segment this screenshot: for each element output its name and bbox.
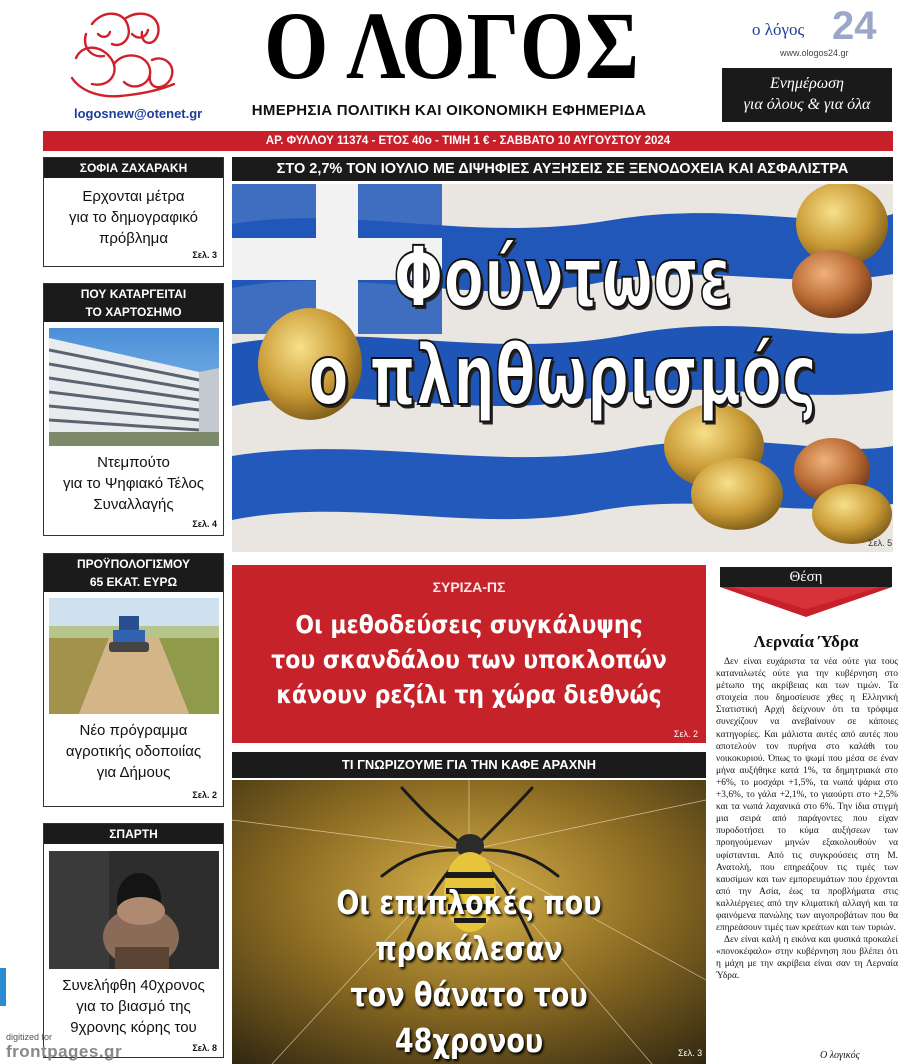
spider-title-line: τον θάνατο του 48χρονου: [350, 975, 588, 1060]
side-story-line: πρόβλημα: [98, 230, 168, 247]
side-story-line: αγροτικής οδοποιίας: [65, 743, 202, 760]
side-head-line: ΤΟ ΧΑΡΤΟΣΗΜΟ: [85, 305, 182, 319]
opinion-section-label: Θέση: [720, 567, 892, 587]
brand-name: ο λόγος: [752, 20, 805, 39]
red-story-kicker: ΣΥΡΙΖΑ-ΠΣ: [432, 579, 506, 595]
red-title-line: κάνουν ρεζίλι τη χώρα διεθνώς: [276, 680, 662, 709]
opinion-triangle-decoration: [720, 587, 892, 617]
side-story-line: για Δήμους: [96, 764, 171, 781]
frontpages-watermark[interactable]: frontpages.gr: [6, 1042, 123, 1061]
side-story-head: ΣΟΦΙΑ ΖΑΧΑΡΑΚΗ: [44, 158, 223, 178]
red-story-title: [260, 607, 677, 712]
side-story-text: [44, 975, 223, 1038]
side-story-digital-fee[interactable]: [43, 283, 224, 536]
newspaper-title: Ο ΛΟΓΟΣ: [264, 0, 640, 99]
opinion-signature: Ο λογικός: [820, 1050, 860, 1061]
distressed-child-photo: [49, 851, 219, 969]
lead-kicker[interactable]: ΣΤΟ 2,7% ΤΟΝ ΙΟΥΛΙΟ ΜΕ ΔΙΨΗΦΙΕΣ ΑΥΞΗΣΕΙΣ ΣΕ ΞΕΝΟΔΟΧΕΙΑ ΚΑΙ ΑΣΦΑΛΙΣΤΡΑ: [232, 157, 893, 181]
side-story-line: Ερχονται μέτρα: [82, 188, 185, 205]
side-story-head: ΣΠΑΡΤΗ: [44, 824, 223, 844]
issue-info-bar: [43, 131, 893, 151]
side-story-line: για το Ψηφιακό Τέλος: [62, 475, 205, 492]
lead-page-ref: Σελ. 5: [868, 538, 893, 548]
logo-drawing-icon: [62, 4, 184, 102]
lead-title-line2: ο πληθωρισμός: [308, 326, 817, 424]
tagline-line2: για όλους & για όλα: [743, 96, 871, 113]
red-title-line: Οι μεθοδεύσεις συγκάλυψης: [295, 610, 643, 639]
page-ref: Σελ. 4: [192, 519, 217, 529]
red-title-line: του σκανδάλου των υποκλοπών: [271, 645, 667, 674]
syriza-story[interactable]: [232, 565, 706, 743]
page-ref: Σελ. 3: [192, 250, 217, 260]
edge-marker: [0, 968, 6, 1006]
spider-title-line: Οι επιπλοκές που προκάλεσαν: [336, 883, 602, 968]
side-story-line: για το βιασμό της: [76, 998, 191, 1015]
lead-title[interactable]: [305, 228, 821, 424]
spider-story-head[interactable]: ΤΙ ΓΝΩΡΙΖΟΥΜΕ ΓΙΑ ΤΗΝ ΚΑΦΕ ΑΡΑΧΝΗ: [232, 752, 706, 778]
side-story-text: [44, 452, 223, 515]
side-story-demographic[interactable]: [43, 157, 224, 267]
road-roller-photo: [49, 598, 219, 714]
side-story-head: [44, 554, 223, 592]
spider-story-page-ref: Σελ. 3: [678, 1048, 703, 1058]
issue-info: ΑΡ. ΦΥΛΛΟΥ 11374 - ΕΤΟΣ 40ο - ΤΙΜΗ 1 € - ΣΑΒΒΑΤΟ 10 ΑΥΓΟΥΣΤΟΥ 2024: [265, 135, 671, 147]
side-story-line: Νέο πρόγραμμα: [79, 722, 188, 739]
side-story-roads[interactable]: [43, 553, 224, 807]
opinion-title[interactable]: Λερναία Ύδρα: [753, 632, 859, 651]
opinion-paragraph: Δεν είναι ευχάριστα τα νέα ούτε για τους καταναλωτές ούτε για την κυβέρνηση στο μέτωπο της ακρίβειας και των τιμών. Τα στοιχεία που δημοσίευσε χθες η Ελληνική Στατιστική Αρχή δείχνουν ότι τα τρόφιμα συνεχίζουν να ανεβαίνουν σε κάποιες κατηγορίες. Και μάλιστα αυτές από αυτές που αποτελούν τον πυρήνα στο καλάθι του νοικοκυριού. Όπως το ψωμί που μέσα σε έναν μήνα αυξήθηκε κατά 1%, τα δημητριακά στο +6%, το μοσχάρι +1,5%, τα νωπά ψάρια στο +3,6%, το γάλα +2,1%, το γιαούρτι στο +2,5% και τα νωπά λαχανικά στο 6%. Την ίδια στιγμή μια σειρά από παράγοντες που είχαν πυροδοτήσει το κύμα αυξήσεων των προηγούμενων μηνών εξακολουθούν να υφίστανται. Από τις συγκρούσεις στη Μ. Ανατολή, που επηρεάζουν τις τιμές των καυσίμων και των εμπορευμάτων που έρχονται από την Ασία, έως τα προβλήματα στις καλλιέργειες από την κλιματική αλλαγή και τα φαινόμενα πανώλης των αιγοπροβάτων που θα επηρεάσουν τιμές των κρεάτων και των τυριών.: [716, 657, 898, 934]
brand-url[interactable]: www.ologos24.gr: [780, 48, 849, 58]
page-ref: Σελ. 8: [192, 1043, 217, 1053]
side-story-text: [44, 720, 223, 783]
page-ref: Σελ. 2: [192, 790, 217, 800]
digitized-label: digitized for: [6, 1032, 53, 1042]
side-story-line: για το δημογραφικό: [69, 209, 198, 226]
brand-number: 24: [832, 4, 877, 48]
side-story-sparti[interactable]: [43, 823, 224, 1058]
spider-story-title[interactable]: [275, 880, 664, 1064]
newspaper-subtitle: ΗΜΕΡΗΣΙΑ ΠΟΛΙΤΙΚΗ ΚΑΙ ΟΙΚΟΝΟΜΙΚΗ ΕΦΗΜΕΡΙΔΑ: [251, 102, 647, 119]
contact-email[interactable]: logosnew@otenet.gr: [74, 106, 203, 121]
opinion-paragraph: Δεν είναι καλή η εικόνα και φυσικά προκαλεί «πονοκέφαλο» στην κυβέρνηση που βλέπει ότι η μάχη με την ακρίβεια είναι σαν τη Λερναία Ύδρα.: [716, 935, 898, 982]
side-head-line: ΠΡΟΫΠΟΛΟΓΙΣΜΟΥ: [76, 557, 191, 571]
side-story-head: [44, 284, 223, 322]
tagline-line1: Ενημέρωση: [770, 75, 844, 92]
side-head-line: 65 ΕΚΑΤ. ΕΥΡΩ: [89, 575, 178, 589]
lead-title-line1: Φούντωσε: [393, 228, 732, 326]
ministry-building-photo: [49, 328, 219, 446]
side-story-line: 9χρονης κόρης του: [70, 1019, 197, 1036]
tagline-box: [722, 68, 892, 122]
side-story-line: Συναλλαγής: [93, 496, 174, 513]
red-story-page-ref: Σελ. 2: [673, 729, 698, 739]
side-story-line: Συνελήφθη 40χρονος: [62, 977, 205, 994]
opinion-body: [716, 656, 898, 983]
side-story-line: Ντεμπούτο: [97, 454, 170, 471]
side-story-text: [44, 186, 223, 249]
side-head-line: ΠΟΥ ΚΑΤΑΡΓΕΙΤΑΙ: [80, 287, 187, 301]
